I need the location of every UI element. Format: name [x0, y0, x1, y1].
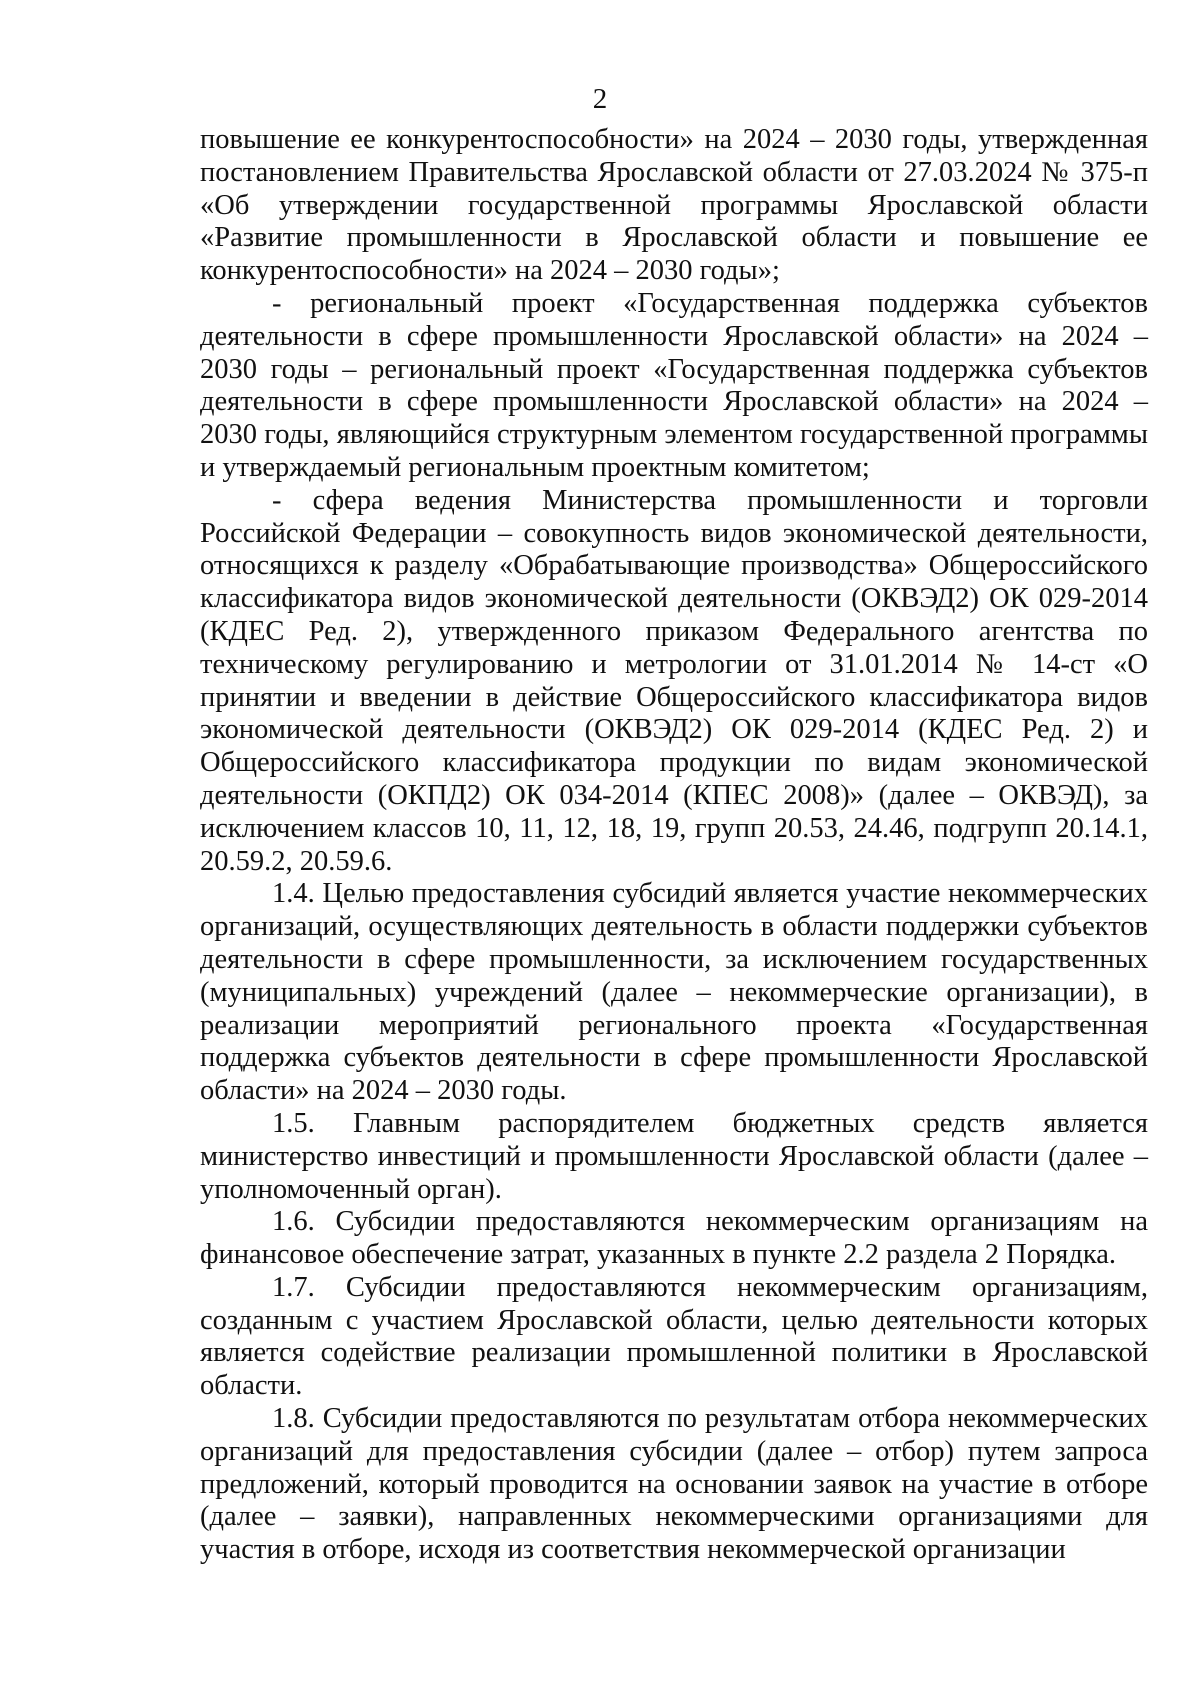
paragraph-clause-1-7: 1.7. Субсидии предоставляются некоммерческим организациям, созданным с участием Ярославской области, целью деятельности которых является содействие реализации промышленной политики в Ярославской области. — [200, 1271, 1148, 1402]
paragraph-clause-1-8: 1.8. Субсидии предоставляются по результатам отбора некоммерческих организаций для предоставления субсидии (далее – отбор) путем запроса предложений, который проводится на основании заявок на участие в отборе (далее – заявки), направленных некоммерческими организациями для участия в отборе, исходя из соответствия некоммерческой организации — [200, 1403, 1148, 1566]
paragraph-program-continuation: повышение ее конкурентоспособности» на 2024 – 2030 годы, утвержденная постановлением Правительства Ярославской области от 27.03.2024 № 375-п «Об утверждении государственной программы Ярославской области «Развитие промышленности в Ярославской области и повышение ее конкурентоспособности» на 2024 – 2030 годы»; — [200, 124, 1148, 287]
paragraph-clause-1-4: 1.4. Целью предоставления субсидий является участие некоммерческих организаций, осуществляющих деятельность в области поддержки субъектов деятельности в сфере промышленности, за исключением государственных (муниципальных) учреждений (далее – некоммерческие организации), в реализации мероприятий регионального проекта «Государственная поддержка субъектов деятельности в сфере промышленности Ярославской области» на 2024 – 2030 годы. — [200, 878, 1148, 1107]
paragraph-regional-project-definition: - региональный проект «Государственная поддержка субъектов деятельности в сфере промышленности Ярославской области» на 2024 – 2030 годы – региональный проект «Государственная поддержка субъектов деятельности в сфере промышленности Ярославской области» на 2024 – 2030 годы, являющийся структурным элементом государственной программы и утверждаемый региональным проектным комитетом; — [200, 287, 1148, 483]
document-body — [200, 124, 1148, 1567]
paragraph-ministry-scope-definition: - сфера ведения Министерства промышленности и торговли Российской Федерации – совокупность видов экономической деятельности, относящихся к разделу «Обрабатывающие производства» Общероссийского классификатора видов экономической деятельности (ОКВЭД2) ОК 029-2014 (КДЕС Ред. 2), утвержденного приказом Федерального агентства по техническому регулированию и метрологии от 31.01.2014 № 14-ст «О принятии и введении в действие Общероссийского классификатора видов экономической деятельности (ОКВЭД2) ОК 029-2014 (КДЕС Ред. 2) и Общероссийского классификатора продукции по видам экономической деятельности (ОКПД2) ОК 034-2014 (КПЕС 2008)» (далее – ОКВЭД), за исключением классов 10, 11, 12, 18, 19, групп 20.53, 24.46, подгрупп 20.14.1, 20.59.2, 20.59.6. — [200, 484, 1148, 877]
paragraph-clause-1-6: 1.6. Субсидии предоставляются некоммерческим организациям на финансовое обеспечение затрат, указанных в пункте 2.2 раздела 2 Порядка. — [200, 1206, 1148, 1271]
paragraph-clause-1-5: 1.5. Главным распорядителем бюджетных средств является министерство инвестиций и промышленности Ярославской области (далее – уполномоченный орган). — [200, 1107, 1148, 1205]
page-number: 2 — [592, 83, 608, 115]
